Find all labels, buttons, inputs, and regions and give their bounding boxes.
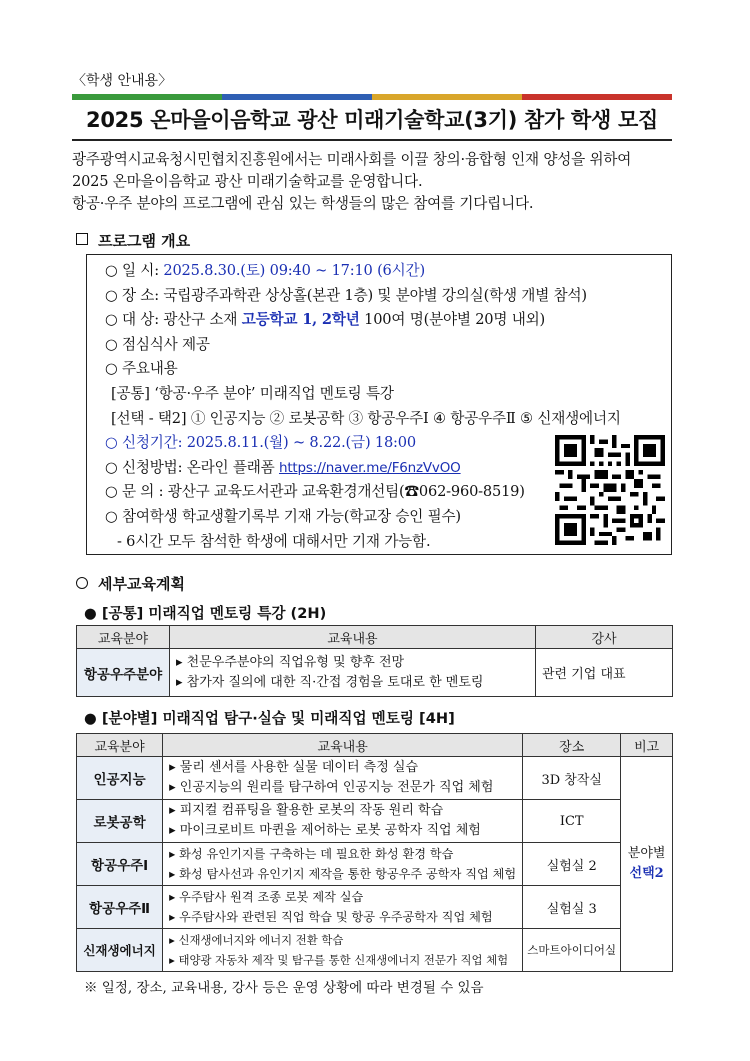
table-header: 비고 — [621, 734, 673, 757]
table-row — [77, 929, 673, 972]
content-cell — [163, 843, 523, 886]
target-grade: 고등학교 1, 2학년 — [241, 311, 360, 329]
remark-line: 분야별 — [627, 846, 666, 861]
content-cell — [163, 800, 523, 843]
content-line: ▸ 피지컬 컴퓨팅을 활용한 로봇의 작동 원리 학습 — [169, 803, 444, 818]
content-line: ▸ 태양광 자동차 제작 및 탐구를 통한 신재생에너지 전문가 직업 체험 — [169, 953, 509, 967]
table-row — [77, 843, 673, 886]
table-header: 교육내용 — [170, 626, 536, 649]
field-cell: 인공지능 — [77, 757, 163, 800]
overview-common: [공통] ‘항공·우주 분야’ 미래직업 멘토링 특강 — [111, 384, 394, 402]
table-row — [77, 800, 673, 843]
table-header-row — [77, 734, 673, 757]
table-header-row — [77, 626, 673, 649]
color-bar — [72, 94, 672, 100]
intro-line: 2025 온마을이음학교 광산 미래기술학교를 운영합니다. — [72, 173, 423, 190]
overview-lunch: ○ 점심식사 제공 — [105, 335, 210, 353]
content-line: ▸ 천문우주분야의 직업유형 및 향후 전망 — [176, 654, 405, 670]
content-line: ▸ 신재생에너지와 에너지 전환 학습 — [169, 933, 344, 947]
common-table — [76, 625, 673, 697]
table-header: 장소 — [523, 734, 621, 757]
field-cell: 신재생에너지 — [77, 929, 163, 972]
place-cell: 실험실 2 — [523, 843, 621, 886]
table-header: 교육내용 — [163, 734, 523, 757]
overview-apply-period: ○ 신청기간: 2025.8.11.(월) ~ 8.22.(금) 18:00 — [105, 434, 416, 452]
audience-tag: 〈학생 안내용〉 — [72, 73, 173, 89]
field-cell: 로봇공학 — [77, 800, 163, 843]
field-table — [76, 733, 673, 972]
content-line: ▸ 우주탐사와 관련된 직업 학습 및 항공 우주공학자 직업 체험 — [169, 910, 493, 924]
content-line: ▸ 인공지능의 원리를 탐구하여 인공지능 전문가 직업 체험 — [169, 780, 494, 795]
table-row — [77, 757, 673, 800]
content-line: ▸ 물리 센서를 사용한 실물 데이터 측정 실습 — [169, 760, 419, 775]
apply-method-label: ○ 신청방법: 온라인 플래폼 — [105, 458, 279, 476]
remark-cell — [621, 757, 673, 972]
section-heading-plan — [76, 573, 185, 594]
qr-code-icon[interactable] — [555, 435, 665, 545]
overview-box — [86, 254, 672, 555]
content-cell — [163, 929, 523, 972]
content-line: ▸ 화성 유인기지를 구축하는 데 필요한 화성 환경 학습 — [169, 847, 454, 861]
title-rule — [72, 139, 672, 141]
section-heading-overview — [76, 230, 190, 251]
page-title: 2025 온마을이음학교 광산 미래기술학교(3기) 참가 학생 모집 — [86, 108, 658, 132]
table-header: 교육분야 — [77, 734, 163, 757]
section-heading-text: 세부교육계획 — [98, 575, 185, 593]
intro-line: 광주광역시교육청시민협치진흥원에서는 미래사회를 이끌 창의·융합형 인재 양성을 위하여 — [72, 151, 632, 168]
common-heading: ● [공통] 미래직업 멘토링 특강 (2H) — [84, 605, 327, 622]
overview-date — [105, 259, 671, 284]
color-bar-yellow — [372, 94, 522, 100]
lecturer-cell: 관련 기업 대표 — [536, 649, 673, 697]
date-label: ○ 일 시: — [105, 262, 164, 279]
table-header: 교육분야 — [77, 626, 170, 649]
overview-contact: ○ 문 의 : 광산구 교육도서관과 교육환경개선팀(☎062-960-8519) — [105, 483, 525, 501]
intro-text — [72, 149, 682, 215]
overview-record-note: - 6시간 모두 참석한 학생에 대해서만 기재 가능함. — [117, 532, 431, 550]
content-line: ▸ 우주탐사 원격 조종 로봇 제작 실습 — [169, 890, 364, 904]
target-count: 100여 명(분야별 20명 내외) — [359, 311, 546, 329]
target-label: ○ 대 상: 광산구 소재 — [105, 311, 242, 329]
overview-record: ○ 참여학생 학교생활기록부 기재 가능(학교장 승인 필수) — [105, 507, 461, 525]
section-heading-text: 프로그램 개요 — [98, 232, 191, 250]
place-cell: 실험실 3 — [523, 886, 621, 929]
color-bar-red — [522, 94, 672, 100]
field-heading: ● [분야별] 미래직업 탐구·실습 및 미래직업 멘토링 [4H] — [84, 710, 455, 727]
apply-link[interactable]: https://naver.me/F6nzVvOO — [278, 459, 461, 476]
table-row — [77, 649, 673, 697]
overview-select: [선택 - 택2] ① 인공지능 ② 로봇공학 ③ 항공우주Ⅰ ④ 항공우주Ⅱ ⑤ 신재생에너지 — [111, 409, 621, 427]
remark-line: 선택2 — [629, 866, 664, 881]
content-cell — [170, 649, 536, 697]
table-row — [77, 886, 673, 929]
content-cell — [163, 757, 523, 800]
square-icon — [76, 233, 88, 245]
field-cell: 항공우주Ⅱ — [77, 886, 163, 929]
footnote: ※ 일정, 장소, 교육내용, 강사 등은 운영 상황에 따라 변경될 수 있음 — [84, 980, 484, 996]
overview-target — [105, 308, 671, 333]
place-cell: ICT — [523, 800, 621, 843]
date-value: 2025.8.30.(토) 09:40 ~ 17:10 (6시간) — [163, 262, 425, 279]
table-header: 강사 — [536, 626, 673, 649]
field-cell: 항공우주분야 — [77, 649, 170, 697]
content-line: ▸ 화성 탐사선과 유인기지 제작을 통한 항공우주 공학자 직업 체험 — [169, 867, 517, 881]
color-bar-blue — [222, 94, 372, 100]
overview-place: ○ 장 소: 국립광주과학관 상상홀(본관 1층) 및 분야별 강의실(학생 개별 참석) — [105, 286, 587, 304]
place-cell: 스마트아이디어실 — [523, 929, 621, 972]
content-line: ▸ 참가자 질의에 대한 직·간접 경험을 토대로 한 멘토링 — [176, 674, 484, 690]
field-cell: 항공우주Ⅰ — [77, 843, 163, 886]
overview-content: ○ 주요내용 — [105, 360, 178, 378]
color-bar-green — [72, 94, 222, 100]
circle-icon — [76, 577, 88, 589]
content-cell — [163, 886, 523, 929]
intro-line: 항공·우주 분야의 프로그램에 관심 있는 학생들의 많은 참여를 기다립니다. — [72, 195, 534, 212]
content-line: ▸ 마이크로비트 마퀸을 제어하는 로봇 공학자 직업 체험 — [169, 823, 481, 838]
place-cell: 3D 창작실 — [523, 757, 621, 800]
